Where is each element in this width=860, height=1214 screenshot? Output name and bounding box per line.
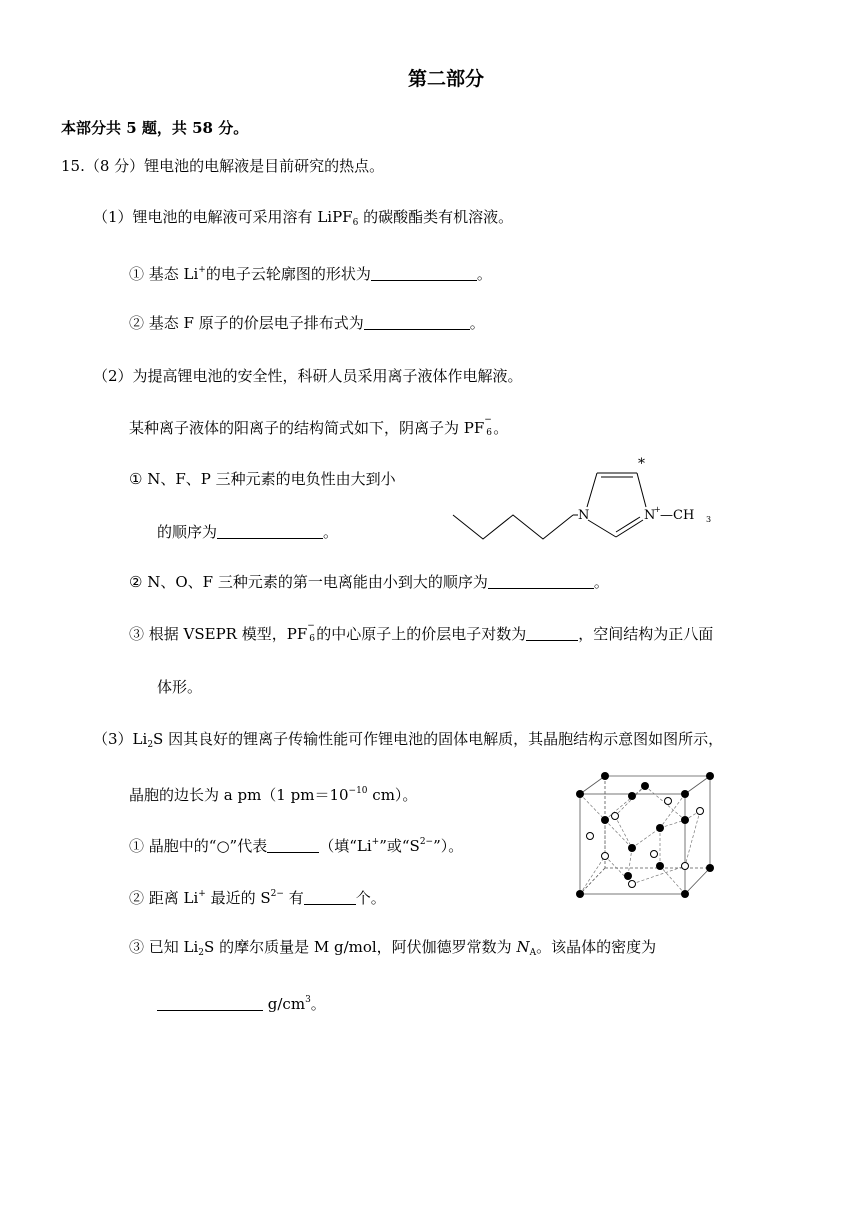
methyl-label: —CH	[660, 508, 695, 523]
crystal-cell-diagram	[570, 766, 720, 906]
open-circle-icon: ○	[216, 837, 230, 855]
part-3-item-3: ③ 已知 $Li_2S$ 的摩尔质量是 M g/mol，阿伏伽德罗常数为 $N_A$。该晶体的密度为	[129, 938, 657, 958]
answer-blank[interactable]	[157, 995, 263, 1011]
n-charge: +	[654, 505, 661, 514]
part-1-item-1: ① 基态 Li+的电子云轮廓图的形状为 。	[129, 265, 492, 283]
part-1-heading: （1）锂电池的电解液可采用溶有 LiPF$_6$ 的碳酸酯类有机溶液。	[93, 208, 514, 228]
part-3-cell-edge: 晶胞的边长为 a pm（1 $pm=10^{-10}$ cm）。	[129, 786, 418, 804]
answer-blank[interactable]	[217, 523, 323, 539]
answer-blank[interactable]	[371, 265, 477, 281]
imidazolium-structure-diagram	[445, 455, 730, 550]
part-3-heading: $(3)Li_2S$ 因其良好的锂离子传输性能可作锂电池的固体电解质，其晶胞结构示意图如图所示，	[93, 730, 724, 750]
part-2-item-2: ② N、O、F 三种元素的第一电离能由小到大的顺序为 。	[129, 573, 609, 591]
n-label-right: N	[644, 508, 656, 523]
part-2-intro: 某种离子液体的阳离子的结构简式如下，阴离子为 PF − 6 。	[129, 415, 509, 438]
answer-blank[interactable]	[364, 314, 470, 330]
part-2-item-1-cont: 的顺序为 。	[157, 523, 339, 541]
section-title: 第二部分	[408, 68, 485, 90]
section-intro: 本部分共 5 题，共 58 分。	[61, 119, 249, 137]
part-2-item-1: ① N、F、P 三种元素的电负性由大到小	[129, 470, 396, 488]
answer-blank[interactable]	[304, 889, 356, 905]
ring-bond	[587, 473, 597, 507]
answer-blank[interactable]	[526, 625, 578, 641]
question-15-stem: 15.（8 分）锂电池的电解液是目前研究的热点。	[61, 157, 385, 175]
answer-blank[interactable]	[267, 837, 319, 853]
answer-blank[interactable]	[488, 573, 594, 589]
ring-bond	[616, 520, 643, 537]
part-3-item-2: ② 距离 Li+ 最近的 $S^{2-}$ 有 个。	[129, 889, 386, 907]
part-2-heading: （2）为提高锂电池的安全性，科研人员采用离子液体作电解液。	[93, 367, 523, 385]
butyl-chain	[453, 515, 573, 539]
part-3-item-1: ① 晶胞中的“○”代表 （填“Li+”或“$S^{2-}$”）。	[129, 837, 464, 855]
part-3-item-3-cont: $g/cm^3$。	[157, 990, 326, 1014]
part-2-item-3-cont: 体形。	[157, 678, 203, 696]
ring-bond	[637, 473, 646, 507]
methyl-subscript: 3	[706, 515, 712, 524]
n-label-left: N	[578, 508, 590, 523]
part-2-item-3: ③ 根据 VSEPR 模型，PF − 6 的中心原子上的价层电子对数为 ，空间结构为正八面	[129, 621, 714, 644]
ring-bond	[588, 520, 616, 537]
star-label: *	[638, 456, 645, 472]
part-1-item-2: ② 基态 F 原子的价层电子排布式为 。	[129, 314, 485, 332]
